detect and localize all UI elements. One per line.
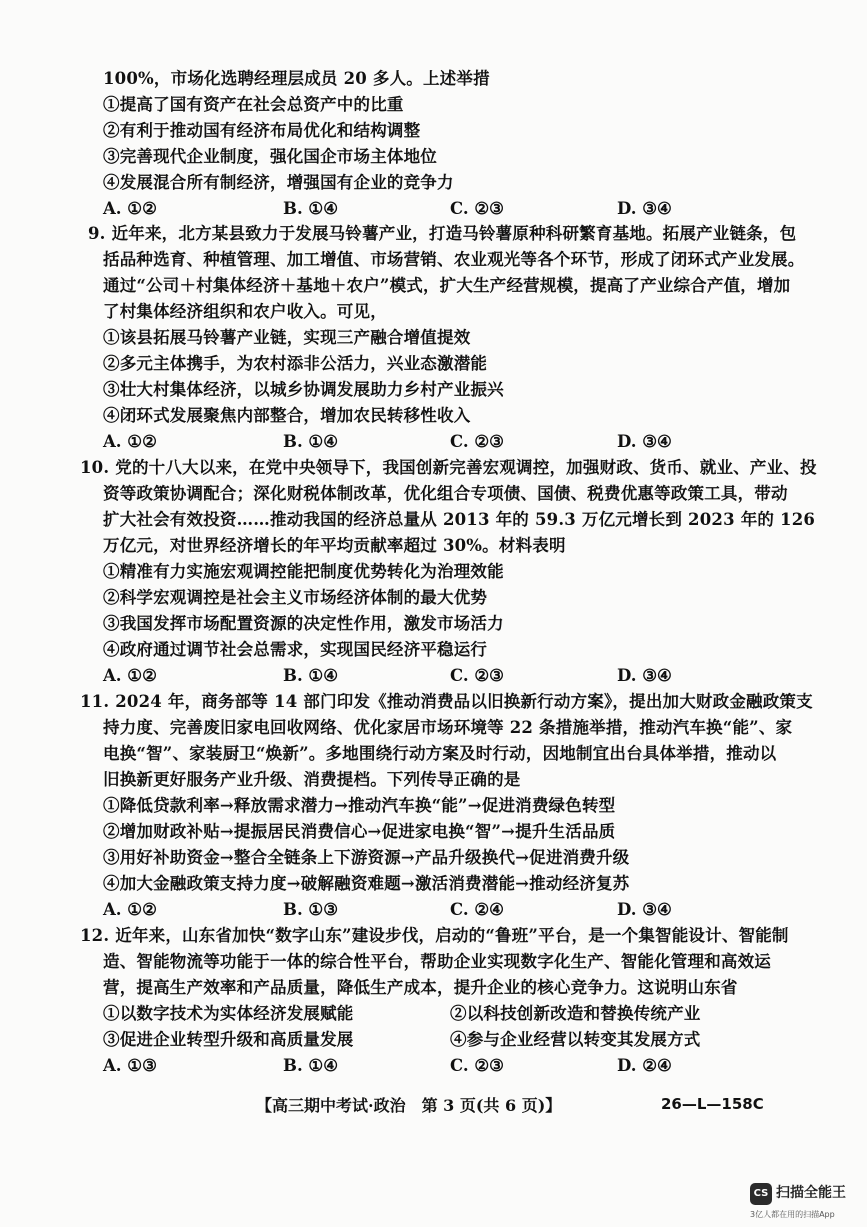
q8-option-1: ①提高了国有资产在社会总资产中的比重 — [103, 95, 404, 114]
watermark-app-name: 扫描全能王 — [776, 1185, 846, 1201]
q9-stem-line-1: 9. 近年来，北方某县致力于发展马铃薯产业，打造马铃薯原种科研繁育基地。拓展产业链条，包 — [88, 224, 797, 243]
q8-choice-b: B. ①④ — [283, 199, 339, 218]
watermark-tagline: 3亿人都在用的扫描App — [750, 1210, 835, 1219]
camscanner-logo-icon: CS — [750, 1183, 772, 1205]
q11-stem-line-3: 电换“智”、家装厨卫“焕新”。多地围绕行动方案及时行动，因地制宜出台具体举措，推动以 — [103, 744, 777, 763]
q8-option-4: ④发展混合所有制经济，增强国有企业的竞争力 — [103, 173, 454, 192]
q10-choice-a: A. ①② — [103, 666, 157, 685]
q9-stem-line-2: 括品种选育、种植管理、加工增值、市场营销、农业观光等各个环节，形成了闭环式产业发展。 — [103, 250, 805, 269]
q8-choice-d: D. ③④ — [617, 199, 672, 218]
q9-choice-b: B. ①④ — [283, 432, 339, 451]
q10-stem-line-4: 万亿元，对世界经济增长的年平均贡献率超过 30%。材料表明 — [103, 536, 566, 555]
q12-stem-line-2: 造、智能物流等功能于一体的综合性平台，帮助企业实现数字化生产、智能化管理和高效运 — [103, 952, 771, 971]
q10-choice-c: C. ②③ — [450, 666, 504, 685]
q9-choice-d: D. ③④ — [617, 432, 672, 451]
q10-stem-line-1: 10. 党的十八大以来，在党中央领导下，我国创新完善宏观调控，加强财政、货币、就业、产业、投 — [80, 458, 817, 477]
q8-stem-tail: 100%，市场化选聘经理层成员 20 多人。上述举措 — [103, 69, 490, 88]
q11-choice-d: D. ③④ — [617, 900, 672, 919]
q12-stem-line-3: 营，提高生产效率和产品质量，降低生产成本，提升企业的核心竞争力。这说明山东省 — [103, 978, 738, 997]
q10-choice-b: B. ①④ — [283, 666, 339, 685]
q9-option-3: ③壮大村集体经济，以城乡协调发展助力乡村产业振兴 — [103, 380, 504, 399]
q12-choice-c: C. ②③ — [450, 1056, 504, 1075]
q9-choice-a: A. ①② — [103, 432, 157, 451]
q8-option-2: ②有利于推动国有经济布局优化和结构调整 — [103, 121, 421, 140]
q11-option-4: ④加大金融政策支持力度→破解融资难题→激活消费潜能→推动经济复苏 — [103, 874, 630, 893]
q9-stem-line-4: 了村集体经济组织和农户收入。可见， — [103, 302, 387, 321]
q12-choice-d: D. ②④ — [617, 1056, 672, 1075]
q10-option-1: ①精准有力实施宏观调控能把制度优势转化为治理效能 — [103, 562, 504, 581]
q11-option-2: ②增加财政补贴→提振居民消费信心→促进家电换“智”→提升生活品质 — [103, 822, 616, 841]
q11-option-3: ③用好补助资金→整合全链条上下游资源→产品升级换代→促进消费升级 — [103, 848, 630, 867]
q11-choice-b: B. ①③ — [283, 900, 339, 919]
q8-option-3: ③完善现代企业制度，强化国企市场主体地位 — [103, 147, 437, 166]
q12-option-2: ②以科技创新改造和替换传统产业 — [450, 1004, 701, 1023]
q12-option-3: ③促进企业转型升级和高质量发展 — [103, 1030, 354, 1049]
q8-choice-c: C. ②③ — [450, 199, 504, 218]
q12-choice-a: A. ①③ — [103, 1056, 157, 1075]
q11-choice-a: A. ①② — [103, 900, 157, 919]
q10-option-4: ④政府通过调节社会总需求，实现国民经济平稳运行 — [103, 640, 488, 659]
q9-option-4: ④闭环式发展聚焦内部整合，增加农民转移性收入 — [103, 406, 471, 425]
q12-choice-b: B. ①④ — [283, 1056, 339, 1075]
scanner-watermark — [744, 1179, 864, 1223]
q12-stem-line-1: 12. 近年来，山东省加快“数字山东”建设步伐，启动的“鲁班”平台，是一个集智能设计、智能制 — [80, 926, 789, 945]
q8-choice-a: A. ①② — [103, 199, 157, 218]
q9-choice-c: C. ②③ — [450, 432, 504, 451]
q12-option-1: ①以数字技术为实体经济发展赋能 — [103, 1004, 354, 1023]
q11-stem-line-1: 11. 2024 年，商务部等 14 部门印发《推动消费品以旧换新行动方案》，提出加大财政金融政策支 — [80, 692, 813, 711]
paper-code: 26—L—158C — [661, 1095, 764, 1113]
q9-option-1: ①该县拓展马铃薯产业链，实现三产融合增值提效 — [103, 328, 471, 347]
q10-stem-line-2: 资等政策协调配合；深化财税体制改革，优化组合专项债、国债、税费优惠等政策工具，带动 — [103, 484, 788, 503]
q10-choice-d: D. ③④ — [617, 666, 672, 685]
q11-stem-line-2: 持力度、完善废旧家电回收网络、优化家居市场环境等 22 条措施举措，推动汽车换“能”、家 — [103, 718, 793, 737]
q12-option-4: ④参与企业经营以转变其发展方式 — [450, 1030, 701, 1049]
page-footer: 【高三期中考试·政治 第 3 页(共 6 页)】 — [256, 1096, 562, 1115]
q10-stem-line-3: 扩大社会有效投资……推动我国的经济总量从 2013 年的 59.3 万亿元增长到 2023 年的 126 — [103, 510, 816, 529]
q11-stem-line-4: 旧换新更好服务产业升级、消费提档。下列传导正确的是 — [103, 770, 521, 789]
q10-option-2: ②科学宏观调控是社会主义市场经济体制的最大优势 — [103, 588, 488, 607]
q11-option-1: ①降低贷款利率→释放需求潜力→推动汽车换“能”→促进消费绿色转型 — [103, 796, 616, 815]
q9-option-2: ②多元主体携手，为农村添非公活力，兴业态激潜能 — [103, 354, 488, 373]
q11-choice-c: C. ②④ — [450, 900, 504, 919]
q10-option-3: ③我国发挥市场配置资源的决定性作用，激发市场活力 — [103, 614, 504, 633]
q9-stem-line-3: 通过“公司＋村集体经济＋基地＋农户”模式，扩大生产经营规模，提高了产业综合产值，增加 — [103, 276, 791, 295]
